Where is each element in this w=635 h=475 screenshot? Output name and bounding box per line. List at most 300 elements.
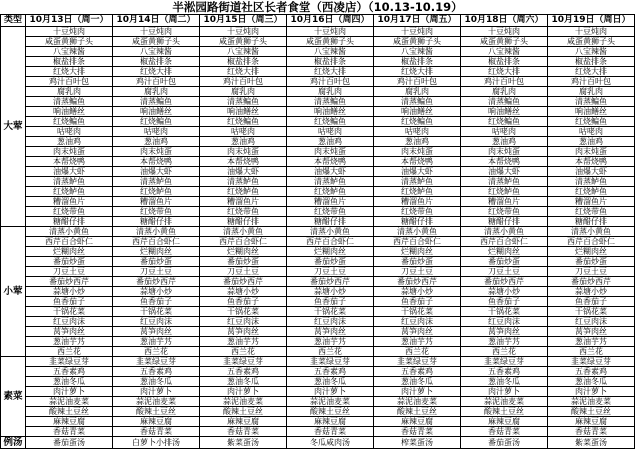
dish-cell: 鸡汁百叶包 bbox=[287, 77, 374, 87]
menu-row bbox=[1, 347, 635, 357]
dish-cell: 糟溜鱼片 bbox=[200, 197, 287, 207]
dish-cell: 清蒸鲈鱼 bbox=[548, 177, 635, 187]
dish-cell: 咸蛋黄狮子头 bbox=[374, 37, 461, 47]
dish-cell: 八宝辣酱 bbox=[26, 47, 113, 57]
dish-cell: 十豆炖肉 bbox=[287, 27, 374, 37]
dish-cell: 红豆肉沫 bbox=[200, 317, 287, 327]
dish-cell: 蒜塘小炒 bbox=[374, 287, 461, 297]
dish-cell: 葱油冬瓜 bbox=[113, 377, 200, 387]
dish-cell: 响油鳝丝 bbox=[548, 107, 635, 117]
dish-cell: 麻辣豆腐 bbox=[200, 417, 287, 427]
dish-cell: 酸辣土豆丝 bbox=[26, 407, 113, 417]
dish-cell: 西芹百合虾仁 bbox=[26, 237, 113, 247]
dish-cell: 刀豆土豆 bbox=[374, 267, 461, 277]
dish-cell: 红烧鲈鱼 bbox=[113, 187, 200, 197]
dish-cell: 葱油芋艿 bbox=[200, 337, 287, 347]
dish-cell: 红烧鳊鱼 bbox=[26, 117, 113, 127]
dish-cell: 烂糊肉丝 bbox=[113, 247, 200, 257]
dish-cell: 鱼香茄子 bbox=[287, 297, 374, 307]
menu-row bbox=[1, 127, 635, 137]
dish-cell: 糖醋仔排 bbox=[26, 217, 113, 227]
dish-cell: 鱼香茄子 bbox=[548, 297, 635, 307]
dish-cell: 清蒸小黄鱼 bbox=[26, 227, 113, 237]
dish-cell: 五香素鸡 bbox=[287, 367, 374, 377]
dish-cell: 红烧大排 bbox=[374, 67, 461, 77]
dish-cell: 红豆肉沫 bbox=[113, 317, 200, 327]
menu-row bbox=[1, 57, 635, 67]
dish-cell: 葱油芋艿 bbox=[113, 337, 200, 347]
menu-row bbox=[1, 397, 635, 407]
dish-cell: 西芹百合虾仁 bbox=[287, 237, 374, 247]
dish-cell: 蒜塘小炒 bbox=[548, 287, 635, 297]
dish-cell: 麻辣豆腐 bbox=[26, 417, 113, 427]
dish-cell: 十豆炖肉 bbox=[461, 27, 548, 37]
dish-cell: 清蒸鳊鱼 bbox=[461, 97, 548, 107]
dish-cell: 糖醋仔排 bbox=[374, 217, 461, 227]
menu-row bbox=[1, 97, 635, 107]
dish-cell: 麻辣豆腐 bbox=[461, 417, 548, 427]
dish-cell: 莴笋肉丝 bbox=[374, 327, 461, 337]
dish-cell: 酸辣土豆丝 bbox=[461, 407, 548, 417]
dish-cell: 烂糊肉丝 bbox=[26, 247, 113, 257]
dish-cell: 红烧带鱼 bbox=[374, 207, 461, 217]
header-day: 10月18日（周六） bbox=[461, 15, 548, 27]
dish-cell: 葱油鸡 bbox=[374, 137, 461, 147]
menu-row bbox=[1, 67, 635, 77]
dish-cell: 红烧大排 bbox=[548, 67, 635, 77]
dish-cell: 本帮烧鸭 bbox=[374, 157, 461, 167]
menu-body bbox=[1, 27, 635, 449]
menu-row bbox=[1, 277, 635, 287]
dish-cell: 番茄炒西芹 bbox=[26, 277, 113, 287]
menu-row bbox=[1, 147, 635, 157]
dish-cell: 番茄炒西芹 bbox=[200, 277, 287, 287]
dish-cell: 干锅花菜 bbox=[461, 307, 548, 317]
dish-cell: 椒盐排条 bbox=[374, 57, 461, 67]
dish-cell: 红烧带鱼 bbox=[26, 207, 113, 217]
dish-cell: 红烧大排 bbox=[200, 67, 287, 77]
dish-cell: 椒盐排条 bbox=[287, 57, 374, 67]
dish-cell: 肉汁萝卜 bbox=[374, 387, 461, 397]
dish-cell: 十豆炖肉 bbox=[548, 27, 635, 37]
dish-cell: 红烧鲈鱼 bbox=[461, 187, 548, 197]
dish-cell: 糖醋仔排 bbox=[548, 217, 635, 227]
dish-cell: 鸡汁百叶包 bbox=[548, 77, 635, 87]
dish-cell: 番茄炒西芹 bbox=[461, 277, 548, 287]
dish-cell: 冬瓜咸肉汤 bbox=[287, 437, 374, 449]
dish-cell: 糟溜鱼片 bbox=[287, 197, 374, 207]
menu-row bbox=[1, 87, 635, 97]
dish-cell: 咕咾肉 bbox=[200, 127, 287, 137]
dish-cell: 葱油冬瓜 bbox=[287, 377, 374, 387]
dish-cell: 肉末炖蛋 bbox=[548, 147, 635, 157]
header-type: 类型 bbox=[1, 15, 26, 27]
dish-cell: 韭菜绿豆芽 bbox=[26, 357, 113, 367]
dish-cell: 糖醋仔排 bbox=[461, 217, 548, 227]
dish-cell: 本帮烧鸭 bbox=[200, 157, 287, 167]
dish-cell: 十豆炖肉 bbox=[26, 27, 113, 37]
dish-cell: 红豆肉沫 bbox=[287, 317, 374, 327]
menu-row bbox=[1, 317, 635, 327]
dish-cell: 红烧带鱼 bbox=[113, 207, 200, 217]
dish-cell: 干锅花菜 bbox=[287, 307, 374, 317]
menu-row bbox=[1, 187, 635, 197]
dish-cell: 红烧鲈鱼 bbox=[548, 187, 635, 197]
dish-cell: 莴笋肉丝 bbox=[200, 327, 287, 337]
dish-cell: 西芹百合虾仁 bbox=[113, 237, 200, 247]
category-cell: 小荤 bbox=[1, 227, 26, 357]
dish-cell: 油爆大虾 bbox=[113, 167, 200, 177]
dish-cell: 五香素鸡 bbox=[200, 367, 287, 377]
dish-cell: 酸辣土豆丝 bbox=[374, 407, 461, 417]
menu-row bbox=[1, 377, 635, 387]
dish-cell: 葱油鸡 bbox=[287, 137, 374, 147]
dish-cell: 清蒸鳊鱼 bbox=[26, 97, 113, 107]
dish-cell: 葱油鸡 bbox=[548, 137, 635, 147]
dish-cell: 油爆大虾 bbox=[374, 167, 461, 177]
menu-row bbox=[1, 137, 635, 147]
dish-cell: 鱼香茄子 bbox=[26, 297, 113, 307]
menu-row bbox=[1, 357, 635, 367]
dish-cell: 腐乳肉 bbox=[374, 87, 461, 97]
dish-cell: 响油鳝丝 bbox=[461, 107, 548, 117]
dish-cell: 八宝辣酱 bbox=[461, 47, 548, 57]
dish-cell: 八宝辣酱 bbox=[548, 47, 635, 57]
dish-cell: 葱油鸡 bbox=[26, 137, 113, 147]
dish-cell: 腐乳肉 bbox=[113, 87, 200, 97]
dish-cell: 莴笋肉丝 bbox=[548, 327, 635, 337]
dish-cell: 腐乳肉 bbox=[461, 87, 548, 97]
menu-row bbox=[1, 167, 635, 177]
dish-cell: 咕咾肉 bbox=[113, 127, 200, 137]
dish-cell: 酸辣土豆丝 bbox=[548, 407, 635, 417]
dish-cell: 番茄炒蛋 bbox=[548, 257, 635, 267]
dish-cell: 肉末炖蛋 bbox=[374, 147, 461, 157]
dish-cell: 干锅花菜 bbox=[200, 307, 287, 317]
dish-cell: 葱油芋艿 bbox=[26, 337, 113, 347]
dish-cell: 红烧带鱼 bbox=[287, 207, 374, 217]
dish-cell: 红烧大排 bbox=[287, 67, 374, 77]
dish-cell: 刀豆土豆 bbox=[113, 267, 200, 277]
menu-row bbox=[1, 417, 635, 427]
dish-cell: 腐乳肉 bbox=[200, 87, 287, 97]
dish-cell: 蒜塘小炒 bbox=[113, 287, 200, 297]
dish-cell: 西兰花 bbox=[200, 347, 287, 357]
page-title: 半淞园路街道社区长者食堂（西凌店）（10.13-10.19） bbox=[172, 0, 463, 14]
dish-cell: 韭菜绿豆芽 bbox=[287, 357, 374, 367]
menu-row bbox=[1, 367, 635, 377]
dish-cell: 清蒸鳊鱼 bbox=[287, 97, 374, 107]
dish-cell: 响油鳝丝 bbox=[26, 107, 113, 117]
dish-cell: 蒜泥油麦菜 bbox=[374, 397, 461, 407]
dish-cell: 番茄炒西芹 bbox=[287, 277, 374, 287]
dish-cell: 刀豆土豆 bbox=[200, 267, 287, 277]
dish-cell: 肉汁萝卜 bbox=[548, 387, 635, 397]
dish-cell: 本帮烧鸭 bbox=[461, 157, 548, 167]
dish-cell: 咕咾肉 bbox=[26, 127, 113, 137]
header-day: 10月17日（周五） bbox=[374, 15, 461, 27]
dish-cell: 本帮烧鸭 bbox=[548, 157, 635, 167]
dish-cell: 紫菜蛋汤 bbox=[548, 437, 635, 449]
dish-cell: 番茄炒西芹 bbox=[113, 277, 200, 287]
dish-cell: 番茄炒西芹 bbox=[548, 277, 635, 287]
dish-cell: 糟溜鱼片 bbox=[548, 197, 635, 207]
dish-cell: 麻辣豆腐 bbox=[287, 417, 374, 427]
dish-cell: 西芹百合虾仁 bbox=[200, 237, 287, 247]
dish-cell: 烂糊肉丝 bbox=[200, 247, 287, 257]
dish-cell: 五香素鸡 bbox=[374, 367, 461, 377]
dish-cell: 糟溜鱼片 bbox=[461, 197, 548, 207]
dish-cell: 番茄炒蛋 bbox=[374, 257, 461, 267]
dish-cell: 西兰花 bbox=[548, 347, 635, 357]
dish-cell: 蒜泥油麦菜 bbox=[113, 397, 200, 407]
dish-cell: 肉末炖蛋 bbox=[26, 147, 113, 157]
dish-cell: 咸蛋黄狮子头 bbox=[548, 37, 635, 47]
dish-cell: 蒜泥油麦菜 bbox=[287, 397, 374, 407]
dish-cell: 鸡汁百叶包 bbox=[461, 77, 548, 87]
dish-cell: 番茄炒蛋 bbox=[113, 257, 200, 267]
dish-cell: 本帮烧鸭 bbox=[287, 157, 374, 167]
menu-row bbox=[1, 177, 635, 187]
dish-cell: 葱油冬瓜 bbox=[461, 377, 548, 387]
dish-cell: 红豆肉沫 bbox=[548, 317, 635, 327]
dish-cell: 八宝辣酱 bbox=[113, 47, 200, 57]
dish-cell: 酸辣土豆丝 bbox=[113, 407, 200, 417]
dish-cell: 鱼香茄子 bbox=[200, 297, 287, 307]
dish-cell: 咸蛋黄狮子头 bbox=[26, 37, 113, 47]
dish-cell: 油爆大虾 bbox=[461, 167, 548, 177]
menu-row bbox=[1, 117, 635, 127]
dish-cell: 烂糊肉丝 bbox=[287, 247, 374, 257]
menu-row bbox=[1, 77, 635, 87]
dish-cell: 五香素鸡 bbox=[548, 367, 635, 377]
dish-cell: 五香素鸡 bbox=[26, 367, 113, 377]
dish-cell: 葱油芋艿 bbox=[461, 337, 548, 347]
dish-cell: 清蒸小黄鱼 bbox=[200, 227, 287, 237]
menu-header bbox=[1, 15, 635, 27]
dish-cell: 葱油鸡 bbox=[200, 137, 287, 147]
dish-cell: 番茄蛋汤 bbox=[26, 437, 113, 449]
dish-cell: 肉汁萝卜 bbox=[26, 387, 113, 397]
dish-cell: 番茄炒蛋 bbox=[200, 257, 287, 267]
dish-cell: 蒜泥油麦菜 bbox=[461, 397, 548, 407]
dish-cell: 红豆肉沫 bbox=[374, 317, 461, 327]
dish-cell: 香菇青菜 bbox=[26, 427, 113, 437]
dish-cell: 十豆炖肉 bbox=[113, 27, 200, 37]
dish-cell: 肉末炖蛋 bbox=[113, 147, 200, 157]
dish-cell: 红烧鲈鱼 bbox=[200, 187, 287, 197]
dish-cell: 干锅花菜 bbox=[548, 307, 635, 317]
dish-cell: 油爆大虾 bbox=[287, 167, 374, 177]
dish-cell: 五香素鸡 bbox=[113, 367, 200, 377]
dish-cell: 清蒸鳊鱼 bbox=[200, 97, 287, 107]
dish-cell: 西兰花 bbox=[26, 347, 113, 357]
dish-cell: 清蒸鳊鱼 bbox=[113, 97, 200, 107]
menu-row bbox=[1, 337, 635, 347]
menu-row bbox=[1, 37, 635, 47]
menu-row bbox=[1, 247, 635, 257]
dish-cell: 十豆炖肉 bbox=[200, 27, 287, 37]
dish-cell: 肉末炖蛋 bbox=[200, 147, 287, 157]
header-row bbox=[1, 15, 635, 27]
dish-cell: 番茄蛋汤 bbox=[461, 437, 548, 449]
dish-cell: 鸡汁百叶包 bbox=[200, 77, 287, 87]
dish-cell: 糖醋仔排 bbox=[287, 217, 374, 227]
dish-cell: 清蒸鳊鱼 bbox=[548, 97, 635, 107]
dish-cell: 肉末炖蛋 bbox=[287, 147, 374, 157]
dish-cell: 香菇青菜 bbox=[113, 427, 200, 437]
dish-cell: 红烧带鱼 bbox=[548, 207, 635, 217]
dish-cell: 刀豆土豆 bbox=[461, 267, 548, 277]
dish-cell: 蒜泥油麦菜 bbox=[548, 397, 635, 407]
category-cell: 素菜 bbox=[1, 357, 26, 437]
dish-cell: 葱油鸡 bbox=[113, 137, 200, 147]
dish-cell: 刀豆土豆 bbox=[26, 267, 113, 277]
dish-cell: 红烧鳊鱼 bbox=[113, 117, 200, 127]
dish-cell: 韭菜绿豆芽 bbox=[374, 357, 461, 367]
dish-cell: 蒜塘小炒 bbox=[26, 287, 113, 297]
menu-row bbox=[1, 217, 635, 227]
dish-cell: 糟溜鱼片 bbox=[26, 197, 113, 207]
dish-cell: 肉汁萝卜 bbox=[200, 387, 287, 397]
menu-row bbox=[1, 427, 635, 437]
dish-cell: 红豆肉沫 bbox=[26, 317, 113, 327]
dish-cell: 八宝辣酱 bbox=[287, 47, 374, 57]
dish-cell: 葱油冬瓜 bbox=[200, 377, 287, 387]
dish-cell: 番茄炒蛋 bbox=[287, 257, 374, 267]
dish-cell: 蒜塘小炒 bbox=[200, 287, 287, 297]
dish-cell: 咸蛋黄狮子头 bbox=[461, 37, 548, 47]
dish-cell: 红烧大排 bbox=[461, 67, 548, 77]
dish-cell: 酸辣土豆丝 bbox=[200, 407, 287, 417]
dish-cell: 红烧鳊鱼 bbox=[287, 117, 374, 127]
dish-cell: 鱼香茄子 bbox=[113, 297, 200, 307]
menu-row bbox=[1, 257, 635, 267]
dish-cell: 红烧鳊鱼 bbox=[461, 117, 548, 127]
dish-cell: 韭菜绿豆芽 bbox=[548, 357, 635, 367]
dish-cell: 西兰花 bbox=[287, 347, 374, 357]
dish-cell: 肉汁萝卜 bbox=[461, 387, 548, 397]
header-day: 10月16日（周四） bbox=[287, 15, 374, 27]
dish-cell: 番茄炒蛋 bbox=[26, 257, 113, 267]
menu-row bbox=[1, 197, 635, 207]
dish-cell: 红豆肉沫 bbox=[461, 317, 548, 327]
dish-cell: 腐乳肉 bbox=[26, 87, 113, 97]
dish-cell: 韭菜绿豆芽 bbox=[461, 357, 548, 367]
dish-cell: 刀豆土豆 bbox=[548, 267, 635, 277]
dish-cell: 椒盐排条 bbox=[113, 57, 200, 67]
dish-cell: 红烧鲈鱼 bbox=[374, 187, 461, 197]
dish-cell: 红烧带鱼 bbox=[461, 207, 548, 217]
menu-row bbox=[1, 437, 635, 449]
dish-cell: 莴笋肉丝 bbox=[26, 327, 113, 337]
dish-cell: 咸蛋黄狮子头 bbox=[200, 37, 287, 47]
dish-cell: 西芹百合虾仁 bbox=[374, 237, 461, 247]
dish-cell: 糖醋仔排 bbox=[200, 217, 287, 227]
dish-cell: 五香素鸡 bbox=[461, 367, 548, 377]
dish-cell: 蒜泥油麦菜 bbox=[200, 397, 287, 407]
dish-cell: 红烧鳊鱼 bbox=[374, 117, 461, 127]
dish-cell: 香菇青菜 bbox=[461, 427, 548, 437]
category-cell: 例汤 bbox=[1, 437, 26, 449]
dish-cell: 葱油鸡 bbox=[461, 137, 548, 147]
dish-cell: 蒜泥油麦菜 bbox=[26, 397, 113, 407]
dish-cell: 椒盐排条 bbox=[26, 57, 113, 67]
dish-cell: 腐乳肉 bbox=[287, 87, 374, 97]
dish-cell: 白萝卜小排汤 bbox=[113, 437, 200, 449]
dish-cell: 香菇青菜 bbox=[287, 427, 374, 437]
menu-row bbox=[1, 407, 635, 417]
dish-cell: 咸蛋黄狮子头 bbox=[113, 37, 200, 47]
dish-cell: 糖醋仔排 bbox=[113, 217, 200, 227]
header-day: 10月15日（周三） bbox=[200, 15, 287, 27]
menu-row bbox=[1, 287, 635, 297]
menu-table bbox=[0, 14, 635, 449]
dish-cell: 八宝辣酱 bbox=[200, 47, 287, 57]
dish-cell: 鸡汁百叶包 bbox=[26, 77, 113, 87]
dish-cell: 麻辣豆腐 bbox=[374, 417, 461, 427]
dish-cell: 酸辣土豆丝 bbox=[287, 407, 374, 417]
dish-cell: 香菇青菜 bbox=[374, 427, 461, 437]
dish-cell: 葱油芋艿 bbox=[287, 337, 374, 347]
dish-cell: 咕咾肉 bbox=[287, 127, 374, 137]
menu-row bbox=[1, 47, 635, 57]
dish-cell: 清蒸鲈鱼 bbox=[113, 177, 200, 187]
dish-cell: 番茄炒西芹 bbox=[374, 277, 461, 287]
dish-cell: 油爆大虾 bbox=[26, 167, 113, 177]
dish-cell: 莴笋肉丝 bbox=[113, 327, 200, 337]
dish-cell: 清蒸小黄鱼 bbox=[287, 227, 374, 237]
dish-cell: 油爆大虾 bbox=[200, 167, 287, 177]
dish-cell: 本帮烧鸭 bbox=[113, 157, 200, 167]
dish-cell: 椒盐排条 bbox=[461, 57, 548, 67]
dish-cell: 榨菜蛋汤 bbox=[374, 437, 461, 449]
dish-cell: 咸蛋黄狮子头 bbox=[287, 37, 374, 47]
dish-cell: 十豆炖肉 bbox=[374, 27, 461, 37]
menu-row bbox=[1, 27, 635, 37]
menu-row bbox=[1, 157, 635, 167]
dish-cell: 干锅花菜 bbox=[26, 307, 113, 317]
dish-cell: 红烧鲈鱼 bbox=[26, 187, 113, 197]
dish-cell: 莴笋肉丝 bbox=[461, 327, 548, 337]
dish-cell: 椒盐排条 bbox=[548, 57, 635, 67]
dish-cell: 清蒸鲈鱼 bbox=[200, 177, 287, 187]
dish-cell: 响油鳝丝 bbox=[113, 107, 200, 117]
dish-cell: 干锅花菜 bbox=[113, 307, 200, 317]
dish-cell: 清蒸小黄鱼 bbox=[461, 227, 548, 237]
menu-row bbox=[1, 307, 635, 317]
dish-cell: 葱油芋艿 bbox=[548, 337, 635, 347]
dish-cell: 肉汁萝卜 bbox=[287, 387, 374, 397]
dish-cell: 清蒸鲈鱼 bbox=[26, 177, 113, 187]
dish-cell: 红烧鳊鱼 bbox=[200, 117, 287, 127]
dish-cell: 韭菜绿豆芽 bbox=[113, 357, 200, 367]
dish-cell: 清蒸小黄鱼 bbox=[113, 227, 200, 237]
menu-row bbox=[1, 387, 635, 397]
dish-cell: 西兰花 bbox=[461, 347, 548, 357]
dish-cell: 肉末炖蛋 bbox=[461, 147, 548, 157]
dish-cell: 椒盐排条 bbox=[200, 57, 287, 67]
dish-cell: 糟溜鱼片 bbox=[374, 197, 461, 207]
dish-cell: 葱油冬瓜 bbox=[548, 377, 635, 387]
dish-cell: 韭菜绿豆芽 bbox=[200, 357, 287, 367]
dish-cell: 葱油冬瓜 bbox=[374, 377, 461, 387]
dish-cell: 响油鳝丝 bbox=[200, 107, 287, 117]
dish-cell: 紫菜蛋汤 bbox=[200, 437, 287, 449]
dish-cell: 本帮烧鸭 bbox=[26, 157, 113, 167]
dish-cell: 莴笋肉丝 bbox=[287, 327, 374, 337]
dish-cell: 鱼香茄子 bbox=[461, 297, 548, 307]
